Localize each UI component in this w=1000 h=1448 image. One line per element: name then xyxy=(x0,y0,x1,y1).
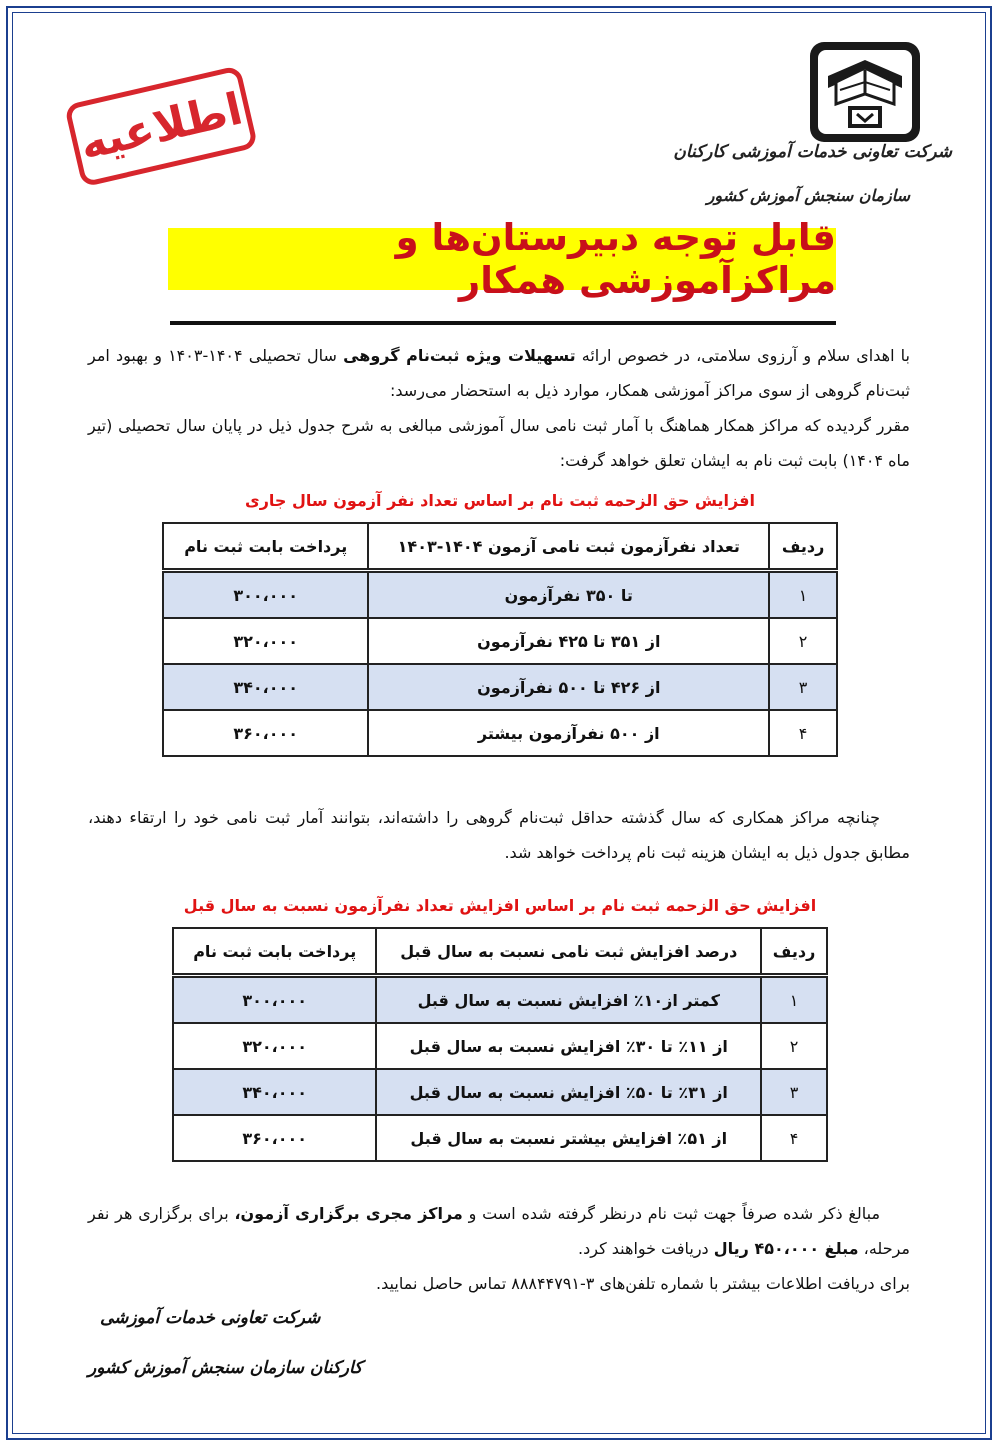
row-description: از ۳۱٪ تا ۵۰٪ افزایش نسبت به سال قبل xyxy=(376,1069,761,1115)
row-amount: ۳۰۰،۰۰۰ xyxy=(173,976,376,1024)
row-number: ۱ xyxy=(769,571,837,619)
row-amount: ۳۴۰،۰۰۰ xyxy=(173,1069,376,1115)
table2-header-cell: پرداخت بابت ثبت نام xyxy=(173,928,376,976)
row-number: ۲ xyxy=(761,1023,827,1069)
table2-header-row xyxy=(173,928,827,976)
table-row xyxy=(173,1115,827,1161)
signature-line2: کارکنان سازمان سنجش آموزش کشور xyxy=(88,1358,363,1378)
stamp-frame xyxy=(64,65,258,187)
row-number: ۲ xyxy=(769,618,837,664)
intro-bold-1: تسهیلات ویژه ثبت‌نام گروهی xyxy=(343,346,576,365)
table2 xyxy=(172,927,828,1162)
table1-header-cell: پرداخت بابت ثبت نام xyxy=(163,523,368,571)
title-divider xyxy=(170,321,836,325)
table-row xyxy=(163,618,837,664)
contact-line: برای دریافت اطلاعات بیشتر با شماره تلفن‌های ۳-۸۸۸۴۴۷۹۱ تماس حاصل نمایید. xyxy=(376,1274,910,1293)
table-row xyxy=(173,1023,827,1069)
table1 xyxy=(162,522,838,757)
table1-header-cell: ردیف xyxy=(769,523,837,571)
row-description: از ۳۵۱ تا ۴۲۵ نفرآزمون xyxy=(368,618,769,664)
logo-org-name-line1: شرکت تعاونی خدمات آموزشی کارکنان xyxy=(673,142,952,162)
closing-bold-2: مبلغ ۴۵۰،۰۰۰ ریال xyxy=(713,1239,859,1258)
table-row xyxy=(173,1069,827,1115)
closing-paragraph xyxy=(88,1196,910,1266)
row-description: از ۵۰۰ نفرآزمون بیشتر xyxy=(368,710,769,756)
closing-bold-1: مراکز مجری برگزاری آزمون، xyxy=(234,1204,463,1223)
book-logo-icon xyxy=(810,42,920,142)
row-description: تا ۳۵۰ نفرآزمون xyxy=(368,571,769,619)
table-row xyxy=(163,710,837,756)
intro-text-3: مقرر گردیده که مراکز همکار هماهنگ با آمار ثبت نامی سال آموزشی مبالغی به شرح جدول ذیل در پایان سال تحصیلی (تیر ماه ۱۴۰۴) بابت ثبت نام به ایشان تعلق خواهد گرفت: xyxy=(88,416,910,470)
row-description: از ۵۱٪ افزایش بیشتر نسبت به سال قبل xyxy=(376,1115,761,1161)
row-number: ۴ xyxy=(769,710,837,756)
row-amount: ۳۲۰،۰۰۰ xyxy=(173,1023,376,1069)
row-description: از ۱۱٪ تا ۳۰٪ افزایش نسبت به سال قبل xyxy=(376,1023,761,1069)
row-number: ۳ xyxy=(769,664,837,710)
row-amount: ۳۶۰،۰۰۰ xyxy=(163,710,368,756)
row-amount: ۳۲۰،۰۰۰ xyxy=(163,618,368,664)
intro-text-1: با اهدای سلام و آرزوی سلامتی، در خصوص ارائه xyxy=(575,346,910,365)
middle-paragraph: چنانچه مراکز همکاری که سال گذشته حداقل ثبت‌نام گروهی را داشته‌اند، بتوانند آمار ثبت نامی خود را ارتقاء دهند، مطابق جدول ذیل به ایشان هزینه ثبت نام پرداخت خواهد شد. xyxy=(88,808,910,862)
table2-header-cell: درصد افزایش ثبت نامی نسبت به سال قبل xyxy=(376,928,761,976)
closing-text-3: دریافت خواهند کرد. xyxy=(578,1239,714,1258)
organization-logo xyxy=(810,42,920,142)
signature-line1: شرکت تعاونی خدمات آموزشی xyxy=(100,1308,321,1328)
row-number: ۳ xyxy=(761,1069,827,1115)
table1-caption: افزایش حق الزحمه ثبت نام بر اساس تعداد نفر آزمون سال جاری xyxy=(245,491,755,510)
row-description: از ۴۲۶ تا ۵۰۰ نفرآزمون xyxy=(368,664,769,710)
closing-text-1: مبالغ ذکر شده صرفاً جهت ثبت نام درنظر گرفته شده است و xyxy=(462,1204,881,1223)
row-number: ۱ xyxy=(761,976,827,1024)
row-amount: ۳۰۰،۰۰۰ xyxy=(163,571,368,619)
intro-text-2: سال تحصیلی ۱۴۰۴-۱۴۰۳ و بهبود امر ثبت‌نام گروهی از سوی مراکز آموزشی همکار، موارد ذیل به استحضار می‌رسد: xyxy=(88,346,910,400)
table-row xyxy=(173,976,827,1024)
page-title: قابل توجه دبیرستان‌ها و مراکزآموزشی همکار xyxy=(168,228,836,290)
table-row xyxy=(163,571,837,619)
logo-org-name-line2: سازمان سنجش آموزش کشور xyxy=(706,186,910,205)
row-number: ۴ xyxy=(761,1115,827,1161)
row-amount: ۳۴۰،۰۰۰ xyxy=(163,664,368,710)
table-row xyxy=(163,664,837,710)
table1-header-cell: تعداد نفرآزمون ثبت نامی آزمون ۱۴۰۴-۱۴۰۳ xyxy=(368,523,769,571)
table1-header-row xyxy=(163,523,837,571)
stamp-text: اطلاعیه xyxy=(75,82,248,170)
row-amount: ۳۶۰،۰۰۰ xyxy=(173,1115,376,1161)
intro-paragraph xyxy=(88,338,910,478)
table2-header-cell: ردیف xyxy=(761,928,827,976)
table2-caption: افزایش حق الزحمه ثبت نام بر اساس افزایش تعداد نفرآزمون نسبت به سال قبل xyxy=(183,896,817,915)
closing-text-2: برای برگزاری هر نفر مرحله، xyxy=(88,1204,910,1258)
row-description: کمتر از۱۰٪ افزایش نسبت به سال قبل xyxy=(376,976,761,1024)
